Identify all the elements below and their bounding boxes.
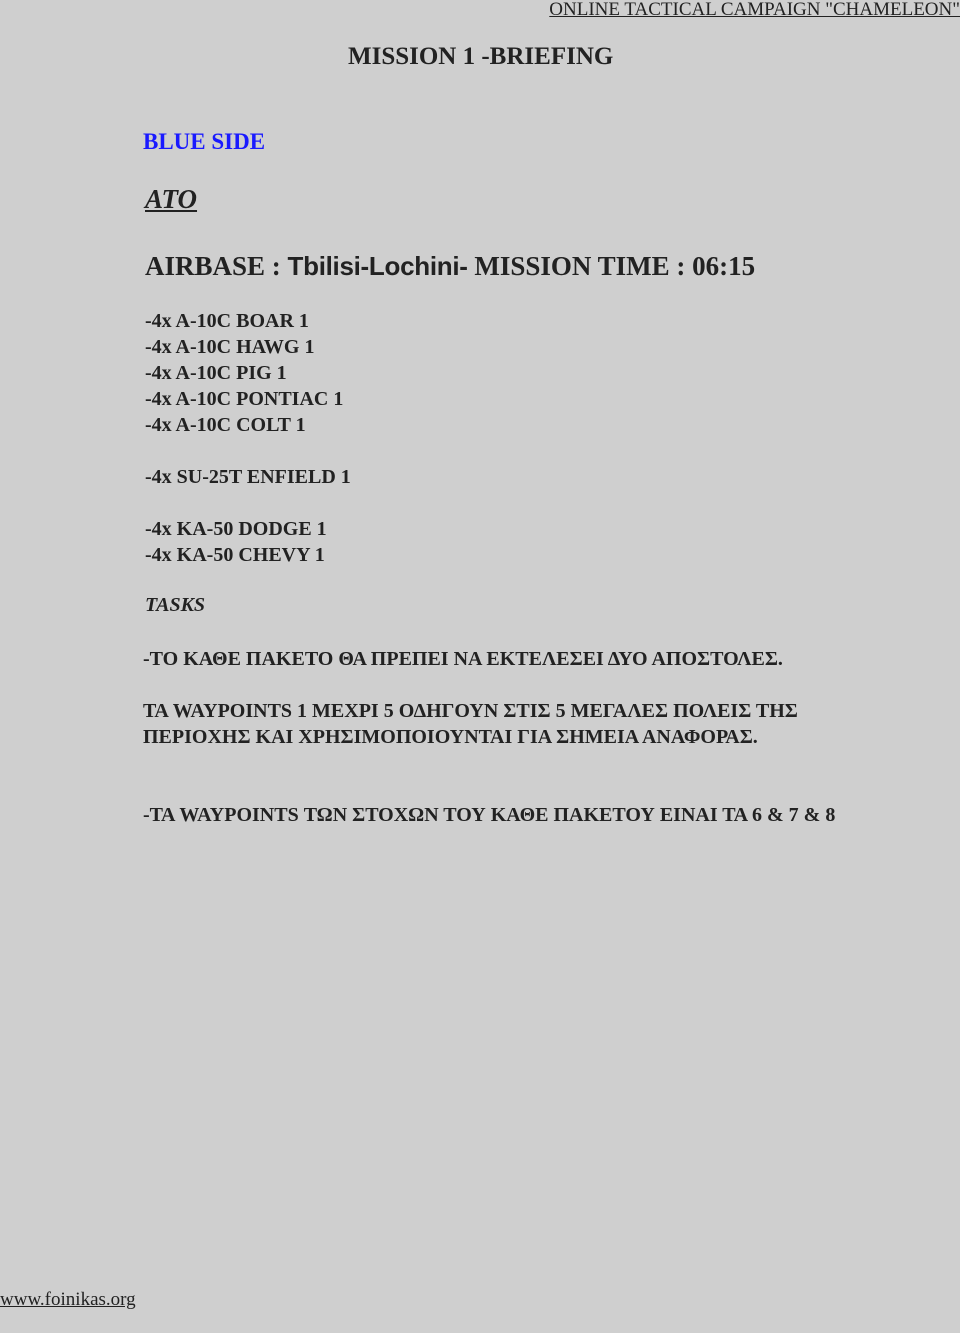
flight-item: -4x KA-50 CHEVY 1 — [145, 544, 325, 566]
flight-item: -4x A-10C BOAR 1 — [145, 310, 309, 332]
flight-item: -4x KA-50 DODGE 1 — [145, 518, 327, 540]
flight-item: -4x A-10C PIG 1 — [145, 362, 287, 384]
flight-item: -4x SU-25T ENFIELD 1 — [145, 466, 351, 488]
campaign-title-link[interactable]: ONLINE TACTICAL CAMPAIGN "CHAMELEON" — [549, 0, 960, 20]
airbase-prefix: AIRBASE : — [145, 251, 288, 281]
task-paragraph: -ΤΑ WAYPOINTS ΤΩΝ ΣΤΟΧΩΝ ΤΟΥ ΚΑΘΕ ΠΑΚΕΤΟΥ ΕΙΝΑΙ ΤΑ 6 & 7 & 8 — [143, 804, 836, 826]
flight-item: -4x A-10C HAWG 1 — [145, 336, 315, 358]
airbase-line — [145, 251, 755, 282]
side-heading: BLUE SIDE — [143, 129, 266, 154]
airbase-name: Tbilisi-Lochini- — [287, 251, 468, 281]
briefing-title: MISSION 1 -BRIEFING — [348, 43, 614, 70]
flight-item: -4x A-10C PONTIAC 1 — [145, 388, 344, 410]
mission-time: MISSION TIME : 06:15 — [467, 251, 756, 281]
task-paragraph: -ΤΟ ΚΑΘΕ ΠΑΚΕΤΟ ΘΑ ΠΡΕΠΕΙ ΝΑ ΕΚΤΕΛΕΣΕΙ ΔΥΟ ΑΠΟΣΤΟΛΕΣ. — [143, 648, 783, 670]
site-link[interactable]: www.foinikas.org — [0, 1289, 136, 1310]
ato-heading: ATO — [145, 184, 198, 214]
task-paragraph: ΤΑ WAYPOINTS 1 ΜΕΧΡΙ 5 ΟΔΗΓΟΥΝ ΣΤΙΣ 5 ΜΕΓΑΛΕΣ ΠΟΛΕΙΣ ΤΗΣ ΠΕΡΙΟΧΗΣ ΚΑΙ ΧΡΗΣΙΜΟΠΟΙΟΥΝΤΑΙ ΓΙΑ ΣΗΜΕΙΑ ΑΝΑΦΟΡΑΣ. — [143, 700, 798, 748]
flight-item: -4x A-10C COLT 1 — [145, 414, 306, 436]
tasks-heading: TASKS — [145, 594, 206, 616]
